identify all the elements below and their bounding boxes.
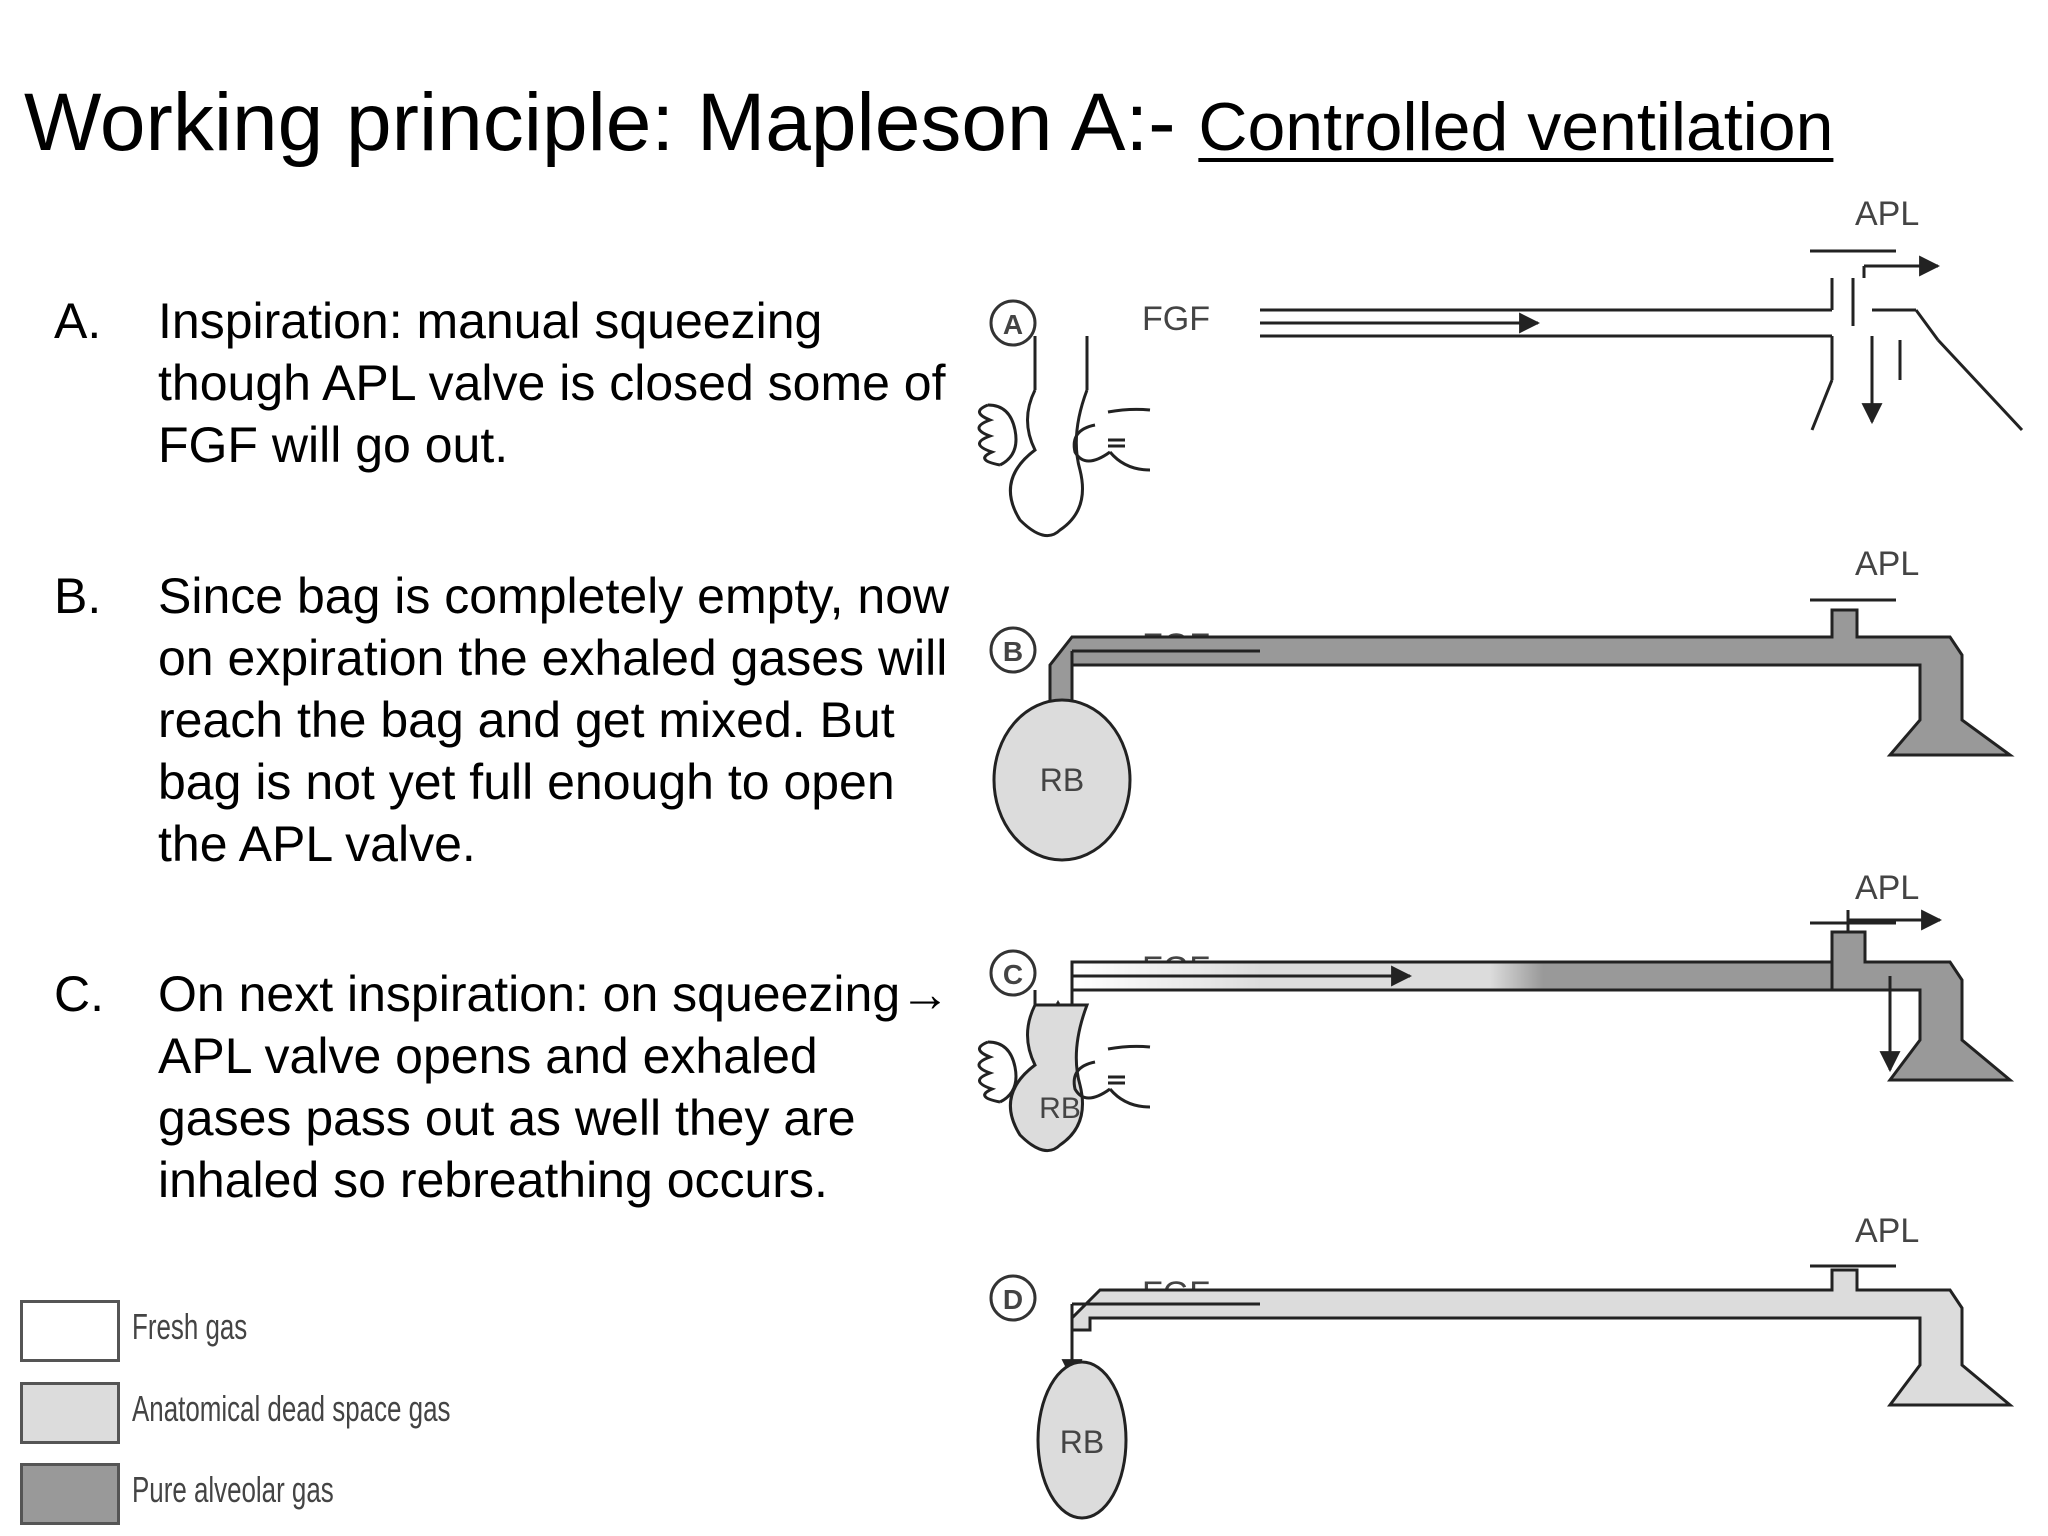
- panel-a-apl-label: APL: [1855, 195, 1920, 233]
- panel-c-rb-label: RB: [1039, 1092, 1081, 1125]
- panel-b-badge: [991, 628, 1035, 672]
- legend-swatch-fresh: [20, 1300, 120, 1362]
- panel-c-badge: [991, 951, 1035, 995]
- step-c-letter: C.: [54, 966, 104, 1022]
- legend-label-fresh: Fresh gas: [132, 1306, 248, 1347]
- panel-a-badge-label: A: [1002, 309, 1024, 340]
- legend-label-dead-space: Anatomical dead space gas: [132, 1388, 451, 1429]
- title-main: Working principle: Mapleson A:-: [24, 77, 1199, 168]
- mapleson-a-diagram: [960, 190, 2040, 1530]
- legend-swatch-alveolar: [20, 1463, 120, 1525]
- panel-c-apl-label: APL: [1855, 869, 1920, 907]
- panel-b-badge-label: B: [1002, 636, 1024, 667]
- panel-d-badge: [991, 1276, 1035, 1320]
- slide-title: [24, 78, 1833, 168]
- panel-d-badge-label: D: [1002, 1284, 1024, 1315]
- panel-c: [979, 869, 2010, 1151]
- legend-label-alveolar: Pure alveolar gas: [132, 1469, 334, 1510]
- panel-d-rb-label: RB: [1059, 1424, 1105, 1460]
- panel-a: [979, 195, 2022, 536]
- step-b-text: Since bag is completely empty, now on expiration the exhaled gases will reach the bag and get mixed. But bag is not yet full enough to open the APL valve.: [158, 568, 950, 872]
- legend-swatch-dead-space: [20, 1382, 120, 1444]
- panel-d: [991, 1212, 2010, 1518]
- title-subtitle: Controlled ventilation: [1198, 89, 1834, 165]
- panel-b-rb-label: RB: [1039, 762, 1085, 798]
- step-b-letter: B.: [54, 568, 102, 624]
- panel-a-squeezed-bag: [1010, 390, 1087, 536]
- panel-b: [991, 545, 2010, 860]
- panel-c-alveolar-gas: [1832, 932, 2010, 1080]
- step-a-letter: A.: [54, 293, 102, 349]
- panel-d-apl-label: APL: [1855, 1212, 1920, 1250]
- panel-a-badge: [991, 301, 1035, 345]
- step-c-text: On next inspiration: on squeezing→ APL valve opens and exhaled gases pass out as well they are inhaled so rebreathing occurs.: [158, 966, 951, 1208]
- panel-b-apl-label: APL: [1855, 545, 1920, 583]
- step-a-text: Inspiration: manual squeezing though APL valve is closed some of FGF will go out.: [158, 293, 946, 473]
- panel-a-circuit: [1035, 266, 2022, 430]
- panel-c-badge-label: C: [1002, 959, 1024, 990]
- panel-a-fgf-label: FGF: [1142, 300, 1210, 338]
